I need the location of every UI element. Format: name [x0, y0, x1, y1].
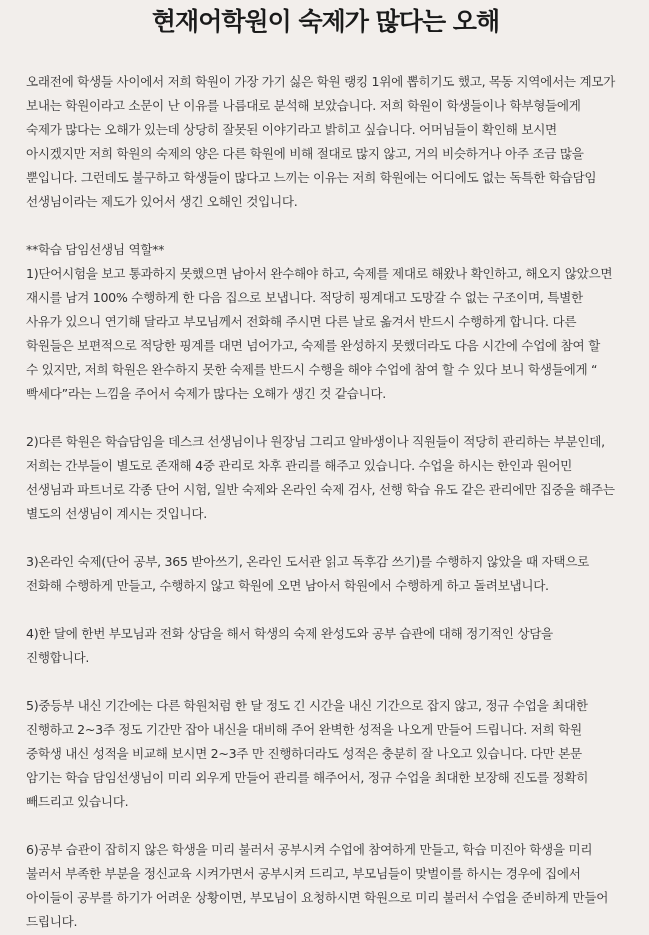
- paragraph: [26, 430, 625, 526]
- text-line: 전화해 수행하게 만들고, 수행하지 않고 학원에 오면 남아서 학원에서 수행하게 하고 돌려보냅니다.: [26, 578, 549, 593]
- page-title: 현재어학원이 숙제가 많다는 오해: [151, 7, 500, 36]
- text-line: 아이들이 공부를 하기가 어려운 상황이면, 부모님이 요청하시면 학원으로 미리 불러서 수업을 준비하게 만들어: [26, 890, 609, 905]
- text-line: 저희는 간부들이 별도로 존재해 4중 관리로 차후 관리를 해주고 있습니다. 수업을 하시는 한인과 원어민: [26, 458, 573, 473]
- text-line: 진행하고 2~3주 정도 기간만 잡아 내신을 대비해 주어 완벽한 성적을 나오게 만들어 드립니다. 저희 학원: [26, 722, 582, 737]
- text-line: 불러서 부족한 부분을 정신교육 시켜가면서 공부시켜 드리고, 부모님들이 맞벌이를 하시는 경우에 집에서: [26, 866, 581, 881]
- text-line: 진행합니다.: [26, 650, 90, 665]
- text-line: 별도의 선생님이 계시는 것입니다.: [26, 506, 207, 521]
- paragraph-gap: [26, 526, 625, 550]
- text-line: 빡세다”라는 느낌을 주어서 숙제가 많다는 오해가 생긴 것 같습니다.: [26, 386, 386, 401]
- paragraph: [26, 694, 625, 814]
- text-line: 학원들은 보편적으로 적당한 핑계를 대면 넘어가고, 숙제를 완성하지 못했더라도 다음 시간에 수업에 참여 할: [26, 338, 600, 353]
- text-line: 4)한 달에 한번 부모님과 전화 상담을 해서 학생의 숙제 완성도와 공부 습관에 대해 정기적인 상담을: [26, 626, 553, 641]
- text-line: 3)온라인 숙제(단어 공부, 365 받아쓰기, 온라인 도서관 읽고 독후감 쓰기)를 수행하지 않았을 때 자택으로: [26, 554, 589, 569]
- text-line: 2)다른 학원은 학습담임을 데스크 선생님이나 원장님 그리고 알바생이나 직원들이 적당히 관리하는 부분인데,: [26, 434, 605, 449]
- text-line: 오래전에 학생들 사이에서 저희 학원이 가장 가기 싫은 학원 랭킹 1위에 뽑히기도 했고, 목동 지역에서는 계모가: [26, 74, 616, 89]
- text-line: **학습 담임선생님 역할**: [26, 242, 165, 257]
- paragraph: [26, 238, 625, 406]
- text-line: 암기는 학습 담임선생님이 미리 외우게 만들어 관리를 해주어서, 정규 수업을 최대한 보장해 진도를 정확히: [26, 770, 589, 785]
- text-line: 사유가 있으니 연기해 달라고 부모님께서 전화해 주시면 다른 날로 옮겨서 반드시 수행하게 합니다. 다른: [26, 314, 577, 329]
- text-line: 보내는 학원이라고 소문이 난 이유를 나름대로 분석해 보았습니다. 저희 학원이 학생들이나 학부형들에게: [26, 98, 581, 113]
- text-line: 아시겠지만 저희 학원의 숙제의 양은 다른 학원에 비해 절대로 많지 않고, 거의 비슷하거나 아주 조금 많을: [26, 146, 584, 161]
- text-line: 선생님이라는 제도가 있어서 생긴 오해인 것입니다.: [26, 194, 298, 209]
- paragraph: [26, 550, 625, 598]
- text-line: 1)단어시험을 보고 통과하지 못했으면 남아서 완수해야 하고, 숙제를 제대로 해왔나 확인하고, 해오지 않았으면: [26, 266, 613, 281]
- text-line: 빼드리고 있습니다.: [26, 794, 129, 809]
- text-line: 드립니다.: [26, 914, 78, 929]
- paragraph-gap: [26, 406, 625, 430]
- paragraph: [26, 70, 625, 214]
- text-line: 수 있지만, 저희 학원은 완수하지 못한 숙제를 반드시 수행을 해야 수업에 참여 할 수 있다 보니 학생들에게 “: [26, 362, 598, 377]
- text-line: 재시를 남겨 100% 수행하게 한 다음 집으로 보냅니다. 적당히 핑계대고 도망갈 수 없는 구조이며, 특별한: [26, 290, 583, 305]
- paragraph-gap: [26, 214, 625, 238]
- text-line: 중학생 내신 성적을 비교해 보시면 2~3주 만 진행하더라도 성적은 충분히 잘 나오고 있습니다. 다만 본문: [26, 746, 582, 761]
- text-line: 5)중등부 내신 기간에는 다른 학원처럼 한 달 정도 긴 시간을 내신 기간으로 잡지 않고, 정규 수업을 최대한: [26, 698, 588, 713]
- text-line: 선생님과 파트너로 각종 단어 시험, 일반 숙제와 온라인 숙제 검사, 선행 학습 유도 같은 관리에만 집중을 해주는: [26, 482, 615, 497]
- text-line: 6)공부 습관이 잡히지 않은 학생을 미리 불러서 공부시켜 수업에 참여하게 만들고, 학습 미진아 학생을 미리: [26, 842, 593, 857]
- document-body: [26, 70, 625, 934]
- paragraph-gap: [26, 670, 625, 694]
- text-line: 뿐입니다. 그런데도 불구하고 학생들이 많다고 느끼는 이유는 저희 학원에는 어디에도 없는 독특한 학습담임: [26, 170, 597, 185]
- paragraph: [26, 838, 625, 934]
- paragraph-gap: [26, 814, 625, 838]
- text-line: 숙제가 많다는 오해가 있는데 상당히 잘못된 이야기라고 밝히고 싶습니다. 어머님들이 확인해 보시면: [26, 122, 557, 137]
- paragraph: [26, 622, 625, 670]
- paragraph-gap: [26, 598, 625, 622]
